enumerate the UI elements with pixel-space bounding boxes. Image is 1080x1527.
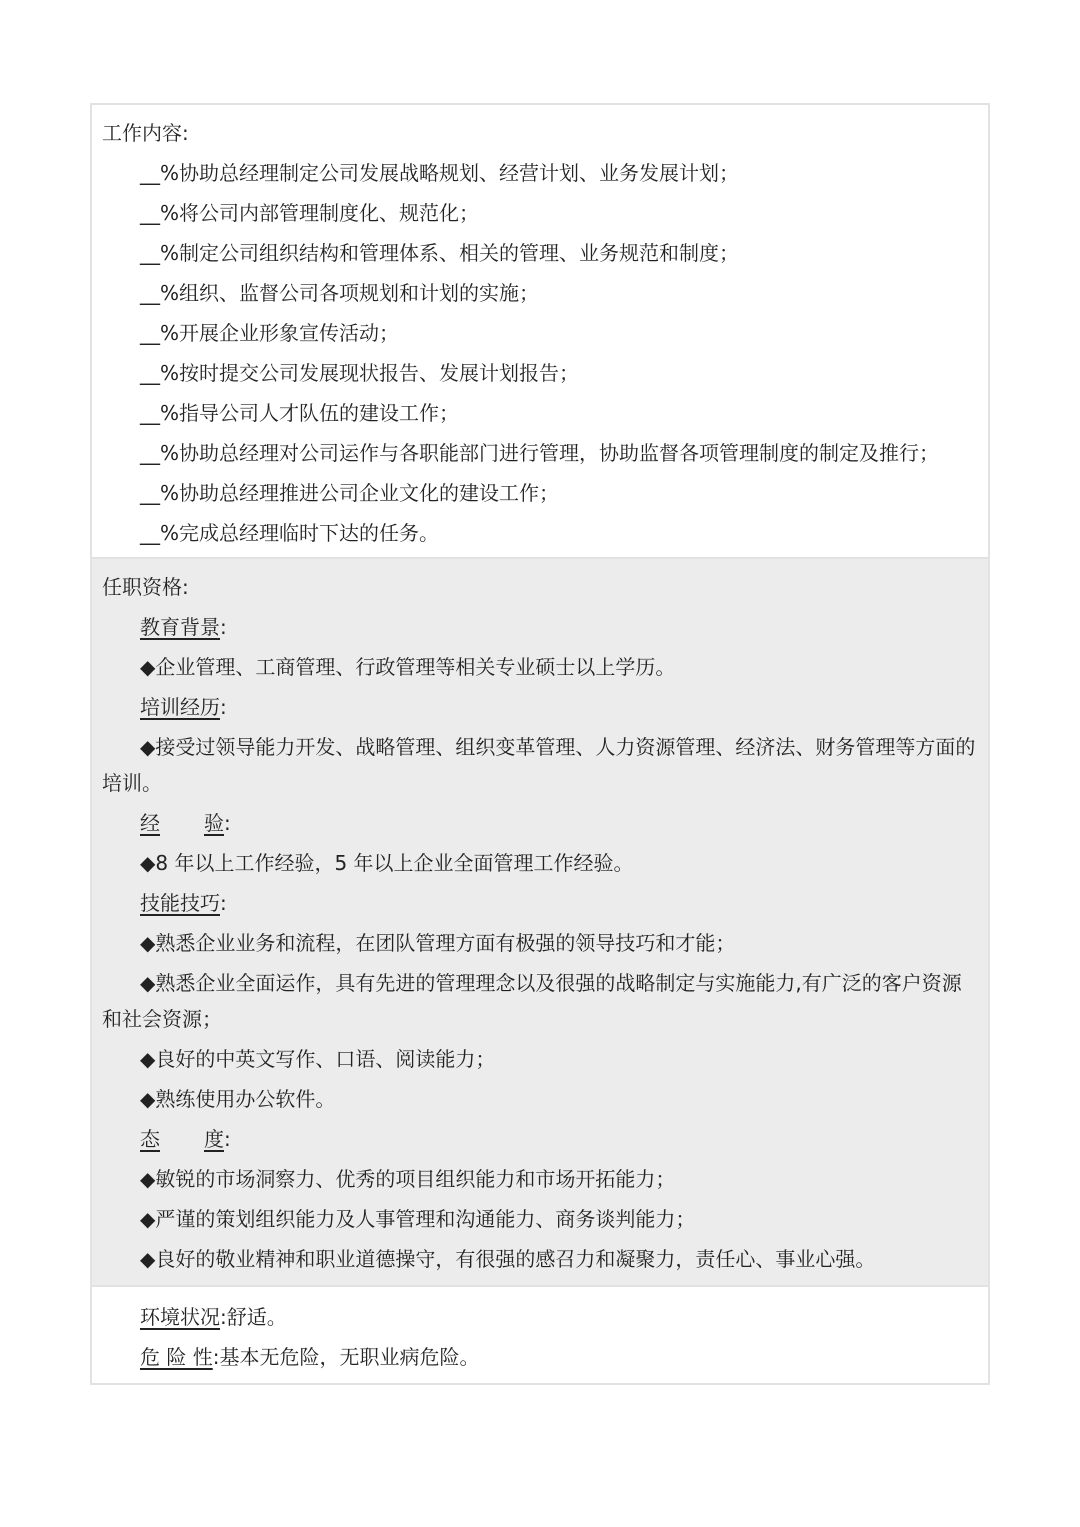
training-label: 培训经历 — [140, 695, 220, 719]
environment-section — [92, 1287, 988, 1383]
skills-item: ◆良好的中英文写作、口语、阅读能力； — [140, 1047, 496, 1071]
training-item: ◆接受过领导能力开发、战略管理、组织变革管理、人力资源管理、经济法、财务管理等方面的培训。 — [102, 735, 976, 795]
job-description-table — [90, 103, 990, 1385]
attitude-item: ◆良好的敬业精神和职业道德操守，有很强的感召力和凝聚力，责任心、事业心强。 — [140, 1247, 876, 1271]
duty-item: __%将公司内部管理制度化、规范化； — [140, 201, 480, 225]
qualifications-heading: 任职资格: — [102, 575, 189, 599]
risk-label: 危 险 性 — [140, 1345, 213, 1369]
environment-value: :舒适。 — [220, 1305, 287, 1329]
environment-row — [102, 1297, 978, 1337]
attitude-label: 态 度 — [140, 1127, 224, 1151]
environment-label: 环境状况 — [140, 1305, 220, 1329]
duty-item: __%指导公司人才队伍的建设工作； — [140, 401, 460, 425]
duties-heading: 工作内容: — [102, 121, 189, 145]
skills-item: ◆熟悉企业全面运作，具有先进的管理理念以及很强的战略制定与实施能力,有广泛的客户资源和社会资源； — [102, 971, 962, 1031]
training-label-row: 培训经历: — [140, 695, 227, 719]
duty-item: __%完成总经理临时下达的任务。 — [140, 521, 440, 545]
duty-item: __%按时提交公司发展现状报告、发展计划报告； — [140, 361, 580, 385]
experience-item: ◆8 年以上工作经验，5 年以上企业全面管理工作经验。 — [140, 851, 634, 875]
duty-item: __%协助总经理制定公司发展战略规划、经营计划、业务发展计划； — [140, 161, 740, 185]
skills-item: ◆熟练使用办公软件。 — [140, 1087, 336, 1111]
duty-item: __%协助总经理对公司运作与各职能部门进行管理，协助监督各项管理制度的制定及推行； — [140, 441, 940, 465]
attitude-item: ◆严谨的策划组织能力及人事管理和沟通能力、商务谈判能力； — [140, 1207, 696, 1231]
skills-label: 技能技巧 — [140, 891, 220, 915]
duty-item: __%制定公司组织结构和管理体系、相关的管理、业务规范和制度； — [140, 241, 740, 265]
duty-item: __%开展企业形象宣传活动； — [140, 321, 400, 345]
attitude-label-row: 态 度: — [140, 1127, 231, 1151]
qualifications-section — [92, 559, 988, 1287]
skills-item: ◆熟悉企业业务和流程，在团队管理方面有极强的领导技巧和才能； — [140, 931, 736, 955]
risk-row — [102, 1337, 978, 1377]
education-item: ◆企业管理、工商管理、行政管理等相关专业硕士以上学历。 — [140, 655, 676, 679]
duty-item: __%协助总经理推进公司企业文化的建设工作； — [140, 481, 560, 505]
duties-section — [92, 105, 988, 559]
risk-value: :基本无危险，无职业病危险。 — [212, 1345, 480, 1369]
duty-item: __%组织、监督公司各项规划和计划的实施； — [140, 281, 540, 305]
skills-label-row: 技能技巧: — [140, 891, 227, 915]
attitude-item: ◆敏锐的市场洞察力、优秀的项目组织能力和市场开拓能力； — [140, 1167, 676, 1191]
education-label-row: 教育背景: — [140, 615, 227, 639]
experience-label-row: 经 验: — [140, 811, 231, 835]
experience-label: 经 验 — [140, 811, 224, 835]
education-label: 教育背景 — [140, 615, 220, 639]
